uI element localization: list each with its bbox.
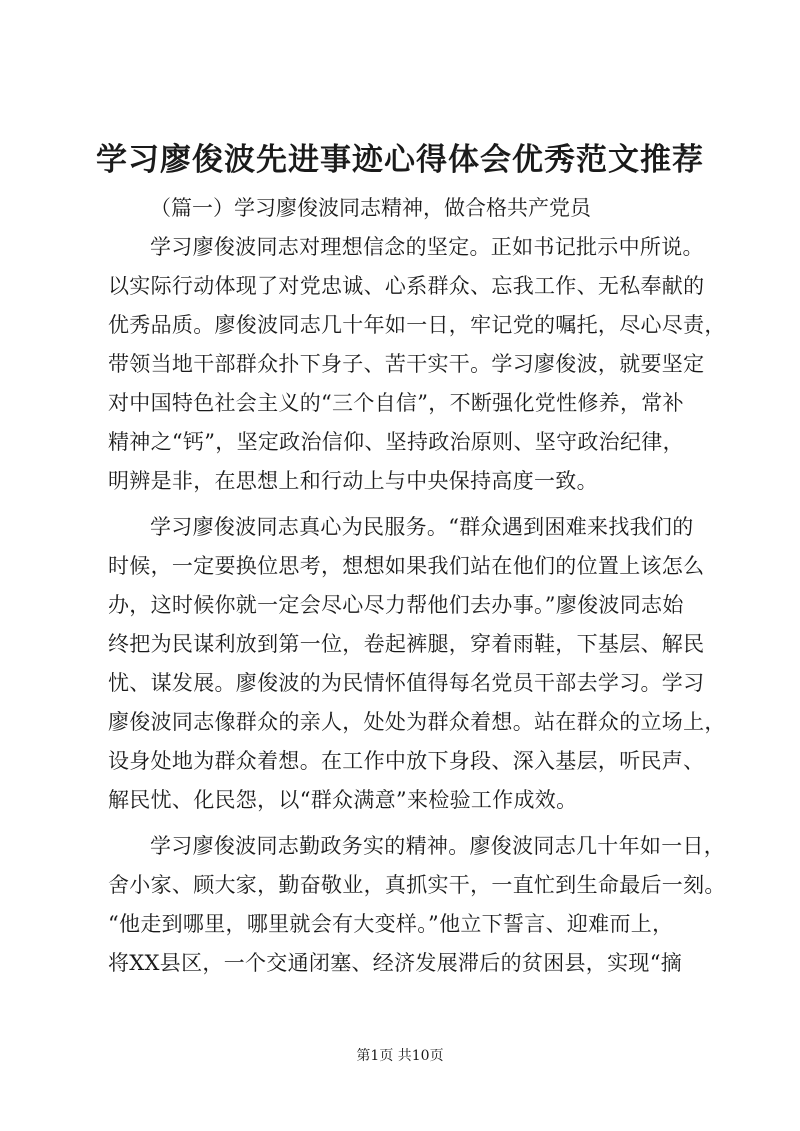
body-line: 时候，一定要换位思考，想想如果我们站在他们的位置上该怎么 [108,554,705,578]
body-line: 优秀品质。廖俊波同志几十年如一日，牢记党的嘱托，尽心尽责， [108,313,726,337]
body-line: 办，这时候你就一定会尽心尽力帮他们去办事。”廖俊波同志始 [108,593,684,617]
body-line: 忧、谋发展。廖俊波的为民情怀值得每名党员干部去学习。学习 [108,671,705,695]
document-title: 学习廖俊波先进事迹心得体会优秀范文推荐 [96,142,704,178]
body-line: 以实际行动体现了对党忠诚、心系群众、忘我工作、无私奉献的 [108,274,705,298]
body-line: 精神之“钙”，坚定政治信仰、坚持政治原则、坚守政治纪律， [108,430,684,454]
body-line: “他走到哪里，哪里就会有大变样。”他立下誓言、迎难而上， [108,912,674,936]
body-line: 学习廖俊波同志勤政务实的精神。廖俊波同志几十年如一日， [150,834,726,858]
body-line: 学习廖俊波同志真心为民服务。“群众遇到困难来找我们的 [150,515,694,539]
section-heading: （篇一）学习廖俊波同志精神，做合格共产党员 [150,196,591,220]
body-line: 对中国特色社会主义的“三个自信”，不断强化党性修养，常补 [108,391,684,415]
body-line: 解民忧、化民怨，以“群众满意”来检验工作成效。 [108,788,578,812]
body-line: 设身处地为群众着想。在工作中放下身段、深入基层，听民声、 [108,749,705,773]
page-number: 第1页 共10页 [356,1048,444,1064]
body-line: 终把为民谋利放到第一位，卷起裤腿，穿着雨鞋，下基层、解民 [108,632,705,656]
body-line: 廖俊波同志像群众的亲人，处处为群众着想。站在群众的立场上， [108,710,726,734]
body-line: 明辨是非，在思想上和行动上与中央保持高度一致。 [108,469,598,493]
body-line: 学习廖俊波同志对理想信念的坚定。正如书记批示中所说。 [150,235,704,259]
body-line: 带领当地干部群众扑下身子、苦干实干。学习廖俊波，就要坚定 [108,352,705,376]
body-line: 舍小家、顾大家，勤奋敬业，真抓实干，一直忙到生命最后一刻。 [108,873,726,897]
body-line: 将XX县区，一个交通闭塞、经济发展滞后的贫困县，实现“摘 [108,951,683,975]
